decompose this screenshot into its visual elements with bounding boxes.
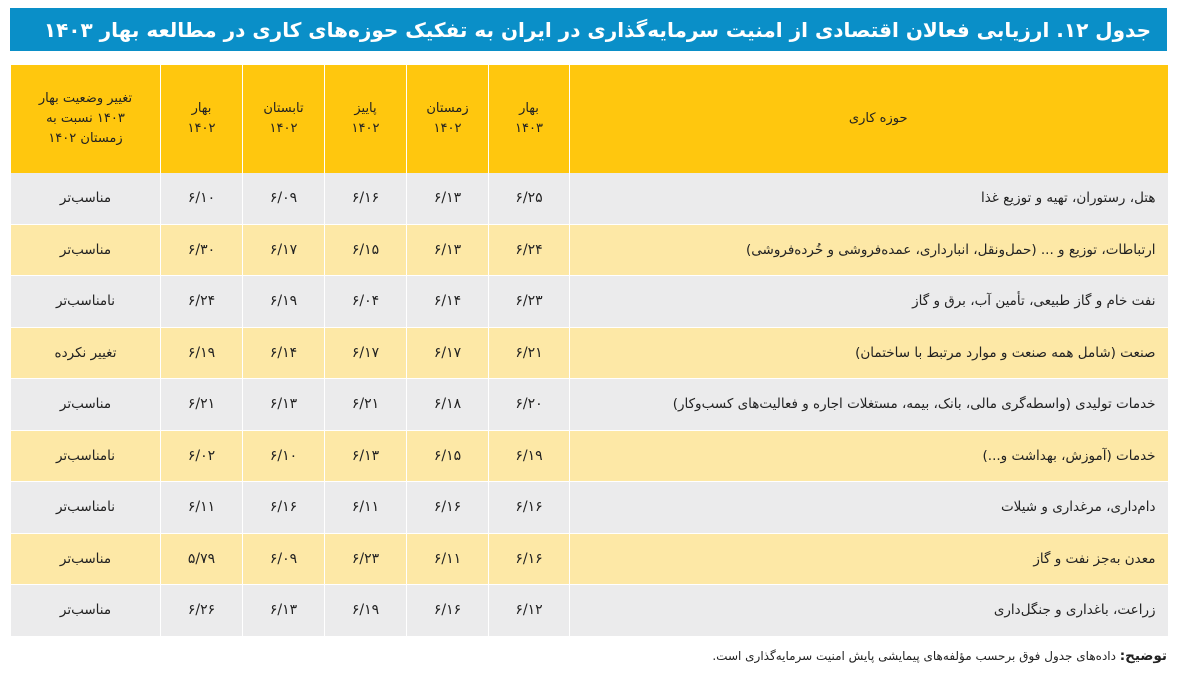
cell-topic: نفت خام و گاز طبیعی، تأمین آب، برق و گاز xyxy=(570,276,1168,328)
cell-value: ۶/۲۴ xyxy=(161,276,243,328)
cell-value: ۶/۲۳ xyxy=(325,533,407,585)
cell-value: ۶/۲۴ xyxy=(489,224,570,276)
cell-value: ۶/۱۳ xyxy=(243,379,325,431)
table-body xyxy=(11,173,1168,636)
cell-value: ۶/۱۳ xyxy=(407,173,489,224)
cell-topic: ارتباطات، توزیع و ... (حمل‌ونقل، انبارداری، عمده‌فروشی و خُرده‌فروشی) xyxy=(570,224,1168,276)
cell-value: ۶/۱۶ xyxy=(489,482,570,534)
cell-value: ۶/۱۹ xyxy=(489,430,570,482)
cell-value: ۶/۰۹ xyxy=(243,173,325,224)
cell-value: ۶/۱۳ xyxy=(325,430,407,482)
cell-status: نامناسب‌تر xyxy=(11,482,161,534)
cell-value: ۶/۱۱ xyxy=(407,533,489,585)
cell-value: ۶/۱۹ xyxy=(243,276,325,328)
cell-value: ۶/۱۱ xyxy=(325,482,407,534)
header-spring-1403: بهار ۱۴۰۳ xyxy=(489,65,570,173)
cell-value: ۶/۱۵ xyxy=(325,224,407,276)
data-table xyxy=(10,65,1168,637)
cell-value: ۶/۲۳ xyxy=(489,276,570,328)
table-row xyxy=(11,276,1168,328)
cell-value: ۶/۱۴ xyxy=(243,327,325,379)
table-title-bar xyxy=(10,8,1167,51)
cell-value: ۶/۱۶ xyxy=(407,482,489,534)
header-summer-1402: تابستان ۱۴۰۲ xyxy=(243,65,325,173)
cell-value: ۶/۱۷ xyxy=(407,327,489,379)
cell-value: ۶/۱۳ xyxy=(243,585,325,637)
cell-value: ۶/۱۲ xyxy=(489,585,570,637)
cell-value: ۶/۱۸ xyxy=(407,379,489,431)
cell-status: نامناسب‌تر xyxy=(11,276,161,328)
footnote-text: داده‌های جدول فوق برحسب مؤلفه‌های پیمایشی پایش امنیت سرمایه‌گذاری است. xyxy=(712,649,1120,663)
cell-value: ۶/۰۴ xyxy=(325,276,407,328)
cell-value: ۶/۱۴ xyxy=(407,276,489,328)
cell-value: ۶/۲۵ xyxy=(489,173,570,224)
cell-topic: خدمات تولیدی (واسطه‌گری مالی، بانک، بیمه، مستغلات اجاره و فعالیت‌های کسب‌وکار) xyxy=(570,379,1168,431)
cell-value: ۶/۰۹ xyxy=(243,533,325,585)
cell-topic: هتل، رستوران، تهیه و توزیع غذا xyxy=(570,173,1168,224)
table-row xyxy=(11,224,1168,276)
cell-status: مناسب‌تر xyxy=(11,173,161,224)
cell-value: ۶/۱۶ xyxy=(243,482,325,534)
table-row xyxy=(11,173,1168,224)
cell-value: ۶/۱۶ xyxy=(325,173,407,224)
header-status-change: تغییر وضعیت بهار ۱۴۰۳ نسبت به زمستان ۱۴۰۲ xyxy=(11,65,161,173)
cell-value: ۶/۲۱ xyxy=(489,327,570,379)
table-row xyxy=(11,430,1168,482)
table-header-row xyxy=(11,65,1168,173)
table-row xyxy=(11,482,1168,534)
header-spring-1402: بهار ۱۴۰۲ xyxy=(161,65,243,173)
cell-value: ۶/۱۰ xyxy=(161,173,243,224)
cell-value: ۶/۱۷ xyxy=(243,224,325,276)
table-row xyxy=(11,585,1168,637)
cell-status: مناسب‌تر xyxy=(11,533,161,585)
header-winter-1402: زمستان ۱۴۰۲ xyxy=(407,65,489,173)
cell-status: تغییر نکرده xyxy=(11,327,161,379)
cell-topic: معدن به‌جز نفت و گاز xyxy=(570,533,1168,585)
header-topic: حوزه کاری xyxy=(570,65,1168,173)
cell-value: ۶/۱۱ xyxy=(161,482,243,534)
cell-status: مناسب‌تر xyxy=(11,379,161,431)
cell-value: ۶/۲۰ xyxy=(489,379,570,431)
cell-value: ۶/۱۰ xyxy=(243,430,325,482)
cell-value: ۶/۱۹ xyxy=(325,585,407,637)
cell-value: ۶/۲۱ xyxy=(161,379,243,431)
cell-value: ۶/۲۱ xyxy=(325,379,407,431)
cell-topic: خدمات (آموزش، بهداشت و...) xyxy=(570,430,1168,482)
cell-value: ۵/۷۹ xyxy=(161,533,243,585)
table-row xyxy=(11,533,1168,585)
cell-topic: زراعت، باغداری و جنگل‌داری xyxy=(570,585,1168,637)
cell-status: مناسب‌تر xyxy=(11,224,161,276)
cell-value: ۶/۱۳ xyxy=(407,224,489,276)
table-row xyxy=(11,379,1168,431)
footnote-label: توضیح: xyxy=(1119,648,1167,664)
cell-value: ۶/۱۷ xyxy=(325,327,407,379)
cell-topic: دام‌داری، مرغداری و شیلات xyxy=(570,482,1168,534)
cell-value: ۶/۱۶ xyxy=(489,533,570,585)
cell-status: نامناسب‌تر xyxy=(11,430,161,482)
header-autumn-1402: پاییز ۱۴۰۲ xyxy=(325,65,407,173)
cell-status: مناسب‌تر xyxy=(11,585,161,637)
cell-value: ۶/۱۵ xyxy=(407,430,489,482)
table-row xyxy=(11,327,1168,379)
cell-value: ۶/۱۹ xyxy=(161,327,243,379)
table-title: جدول ۱۲. ارزیابی فعالان اقتصادی از امنیت سرمایه‌گذاری در ایران به تفکیک حوزه‌های کاری در مطالعه بهار ۱۴۰۳ xyxy=(43,17,1151,42)
cell-value: ۶/۲۶ xyxy=(161,585,243,637)
footnote xyxy=(712,648,1167,664)
cell-value: ۶/۳۰ xyxy=(161,224,243,276)
cell-topic: صنعت (شامل همه صنعت و موارد مرتبط با ساختمان) xyxy=(570,327,1168,379)
cell-value: ۶/۱۶ xyxy=(407,585,489,637)
cell-value: ۶/۰۲ xyxy=(161,430,243,482)
